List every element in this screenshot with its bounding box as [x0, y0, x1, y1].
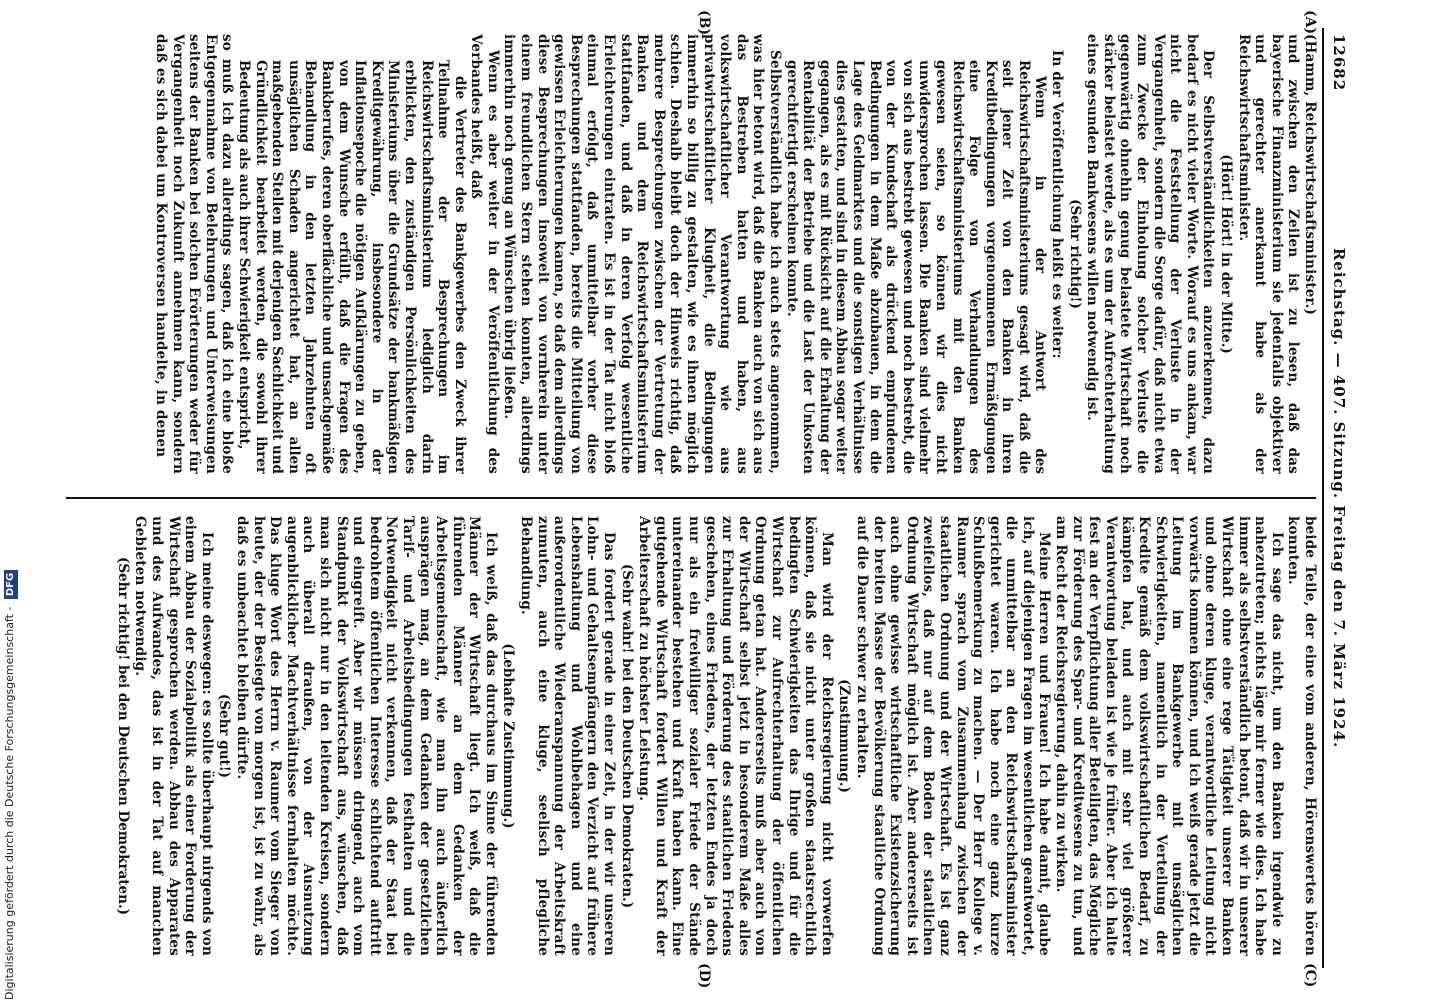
paragraph: beide Teile, der eine vom anderen, Hörenswertes hören konnten. [1285, 516, 1318, 956]
paragraph: Meine Herren und Frauen! Ich habe damit, glaube ich, auf diejenigen Fragen im wesentlichen geantwortet, die unmittelbar an den Reichswirtschaftsminister gerichtet waren. Ich habe noch eine ganz kurze Schlußbemerkung zu machen. — Der Herr Kollege v. Raumer sprach vom Zusammenhang zwischen der staatlichen Ordnung und der Wirtschaft. Es ist ganz zweifellos, daß nur auf dem Boden der staatlichen Ordnung Wirtschaft möglich ist. Aber andererseits ist auch ohne gewisse wirtschaftliche Existenzsicherung der breiten Masse der Bevölkerung staatliche Ordnung auf die Dauer schwer zu erhalten. [853, 516, 1053, 956]
credit-text: Digitalisierung gefördert durch die Deutsche Forschungsgemeinschaft - [3, 606, 16, 1000]
dfg-logo: DFG [4, 570, 18, 599]
interjection: (Sehr wahr! bei den Deutschen Demokraten.) [618, 563, 635, 909]
paragraph: Wenn es aber weiter in der Veröffentlichung des Verbandes heißt, daß [468, 34, 501, 474]
paragraph: Ich weiß, daß das durchaus im Sinne der führenden Männer der Wirtschaft liegt. Ich weiß, daß die führenden Männer an dem Gedanken der Arbeitsgemeinschaft, wie man ihn auch äußerlich ausprägen mag, an dem Gedanken der gesetzlichen Tarif- und Arbeitsbedingungen festhalten und die Notwendigkeit nicht verkennen, daß der Staat bei bedrohtem öffentlichen Interesse schlichtend auftritt und eingreift. Aber wir müssen dringend, auch vom Standpunkt der Volkswirtschaft aus, wünschen, daß man sich nicht nur in den leitenden Kreisen, sondern auch überall draußen, von der Ausnutzung augenblicklicher Machtverhältnisse fernhalten möchte. Das kluge Wort des Herrn v. Raumer vom Sieger von heute, der der Besiegte von morgen ist, ist zu wahr, als daß es unbeachtet bleiben dürfte. [234, 516, 499, 956]
speaker-line: (Hamm, Reichswirtschaftsminister.) [1302, 34, 1318, 316]
running-head: Reichstag. — 407. Sitzung. Freitag den 7. März 1924. [1330, 247, 1348, 749]
right-column [68, 516, 1318, 956]
page-number: 12682 [1330, 34, 1348, 92]
margin-letter-c: (C) [1302, 963, 1318, 988]
digitization-credit [3, 388, 17, 1000]
interjection: (Zustimmung.) [836, 679, 853, 793]
block-quote: die Vertreter des Bankgewerbes den Zweck ihrer Teilnahme der Besprechungen im Reichswirtschaftsministerium lediglich darin erblickten, den zuständigen Persönlichkeiten des Ministeriums über die Grundsätze der bankmäßigen Kreditgewährung, insbesondere in der Inflationsepoche die nötigen Aufklärungen zu geben, von dem Wunsche erfüllt, daß die Fragen des Bankberufes, deren oberflächliche und unsachgemäße Behandlung in den letzten Jahrzehnten oft unsäglichen Schaden angerichtet hat, an allen maßgebenden Stellen mit derjenigen Sachlichkeit und Gründlichkeit bearbeitet werden, die sowohl ihrer Bedeutung als auch ihrer Schwierigkeit entspricht, [236, 60, 468, 474]
paragraph: Selbstverständlich habe ich auch stets angenommen, was hier betont wird, daß die Banken auch von sich aus das Bestreben hatten und haben, aus volkswirtschaftlicher Verantwortung wie aus privatwirtschaftlicher Klugheit, die Bedingungen immerhin so billig zu gestalten, wie es ihnen möglich schien. Deshalb bleibt doch der Hinweis richtig, daß mehrere Besprechungen zwischen der Vertretung der Banken und dem Reichswirtschaftsministerium stattfanden, und daß in deren Verfolg wesentliche Erleichterungen eintraten. Es ist in der Tat nicht bloß einmal erfolgt, daß unmittelbar vorher diese Besprechungen stattfanden, bereits die Mitteilung von gewissen Erleichterungen kamen, so daß dem allerdings diese Besprechungen insoweit von vornherein unter einem freundlichen Stern stehen konnten, allerdings immerhin noch genug an Wünschen übrig ließen. [501, 34, 783, 474]
paragraph: und zwischen den Zeilen ist zu lesen, daß das bayerische Finanzministerium sie jedenfalls objektiver und gerechter anerkannt habe als der Reichswirtschaftsminister. [1235, 34, 1302, 474]
interjection: (Lebhafte Zustimmung.) [500, 643, 517, 829]
margin-letter-d: (D) [696, 963, 712, 989]
interjection: (Sehr richtig!) [1066, 199, 1083, 309]
block-quote: Wenn in der Antwort des Reichswirtschaftsministeriums gesagt wird, daß die seit jener Zeit von den Banken in ihren Kreditbedingungen vorgenommenen Ermäßigungen eine Folge von Verhandlungen des Reichswirtschaftsministeriums mit den Banken gewesen seien, so können wir dies nicht unwidersprochen lassen. Die Banken sind vielmehr von sich aus bestrebt gewesen und noch bestrebt, die von der Kundschaft als drückend empfundenen Bedingungen in dem Maße abzubauen, in dem die Lage des Geldmarktes und die sonstigen Verhältnisse dies gestatten, und sind in diesem Abbau sogar weiter gegangen, als es mit Rücksicht auf die Erhaltung der Rentabilität der Betriebe und die Last der Unkosten gerechtfertigt erscheinen konnte. [783, 60, 1049, 474]
paragraph: Der Selbstverständlichkeiten anzuerkennen, dazu bedarf es nicht vieler Worte. Worauf es uns ankam, war nicht die Feststellung der Verluste in der Vergangenheit, sondern die Sorge dafür, daß nicht etwa zum Zwecke der Einholung solcher Verluste die gegenwärtig ohnehin genug belastete Wirtschaft noch stärker belastet werde, als es um der Aufrechterhaltung eines gesunden Bankwesens willen notwendig ist. [1084, 34, 1217, 474]
interjection: (Sehr richtig! bei den Deutschen Demokraten.) [114, 556, 131, 916]
margin-letter-a: (A) [1302, 10, 1318, 35]
paragraph: Ich meine deswegen: es sollte überhaupt nirgends von einem Abbau der Sozialpolitik als einer Forderung der Wirtschaft gesprochen werden. Abbau des Apparates und des Aufwandes, das ist in der Tat auf manchen Gebieten notwendig. [132, 516, 215, 956]
paragraph: Das fordert gerade in einer Zeit, in der wir unseren Lohn- und Gehaltsempfängern den Verzicht auf frühere Lebenshaltung und Wohlbehagen und eine außerordentliche Wiederanspannung der Arbeitskraft zumuten, auch eine kluge, seelisch pflegliche Behandlung. [518, 516, 618, 956]
paragraph: Ich sage das nicht, um den Banken irgendwie zu nahezutreten; nichts läge mir ferner wie dies. Ich habe immer als selbstverständlich betont, daß wir in unserer Wirtschaft ohne eine rege Tätigkeit unserer Banken und ohne deren kluge, verantwortliche Leitung nicht vorwärts kommen können, und ich weiß gerade jetzt die Leitung im Bankgewerbe mit unsäglichen Schwierigkeiten, namentlich in der Verteilung der Kredite gemäß dem volkswirtschaftlichen Bedarf, zu kämpfen hat, und auch mit sehr viel größerer Verantwortung beladen ist wie je früher. Aber ich halte fest an der Verpflichtung aller Beteiligten, das Mögliche zur Förderung des Spar- und Kreditwesens zu tun, und am Recht der Reichsregierung, dahin zu wirken. [1053, 516, 1285, 956]
left-column [68, 34, 1318, 474]
interjection: (Sehr gut!) [216, 693, 233, 779]
paragraph: In der Veröffentlichung heißt es weiter: [1049, 50, 1066, 359]
paragraph: so muß ich dazu allerdings sagen, daß ich eine bloße Entgegennahme von Belehrungen und Unterweisungen seitens der Banken bei solchen Erörterungen weder für Vergangenheit noch Zukunft annehmen kann, sondern daß es sich dabei um Kontroversen handelte, in denen [153, 34, 236, 474]
document-page [62, 10, 1352, 989]
column-divider [66, 497, 1316, 499]
paragraph: Man wird der Reichsregierung nicht vorwerfen können, daß sie nicht unter großen staatsrechtlich bedingten Schwierigkeiten das Ihrige und für die Wirtschaft zur Aufrechterhaltung der öffentlichen Ordnung getan hat. Andererseits muß aber auch von der Wirtschaft selbst jetzt in besonderem Maße alles zur Erhaltung und Förderung des staatlichen Friedens geschehen, eines Friedens, der letzten Endes ja doch nur als ein freiwilliger sozialer Friede der Stände untereinander bestehen und Kraft haben kann. Eine gutgehende Wirtschaft fordert Willen und Kraft der Arbeiterschaft zu höchster Leistung. [636, 516, 835, 956]
margin-letter-b: (B) [696, 10, 712, 36]
interjection: (Hört! Hört! in der Mitte.) [1218, 154, 1235, 354]
page-header [1322, 28, 1352, 968]
